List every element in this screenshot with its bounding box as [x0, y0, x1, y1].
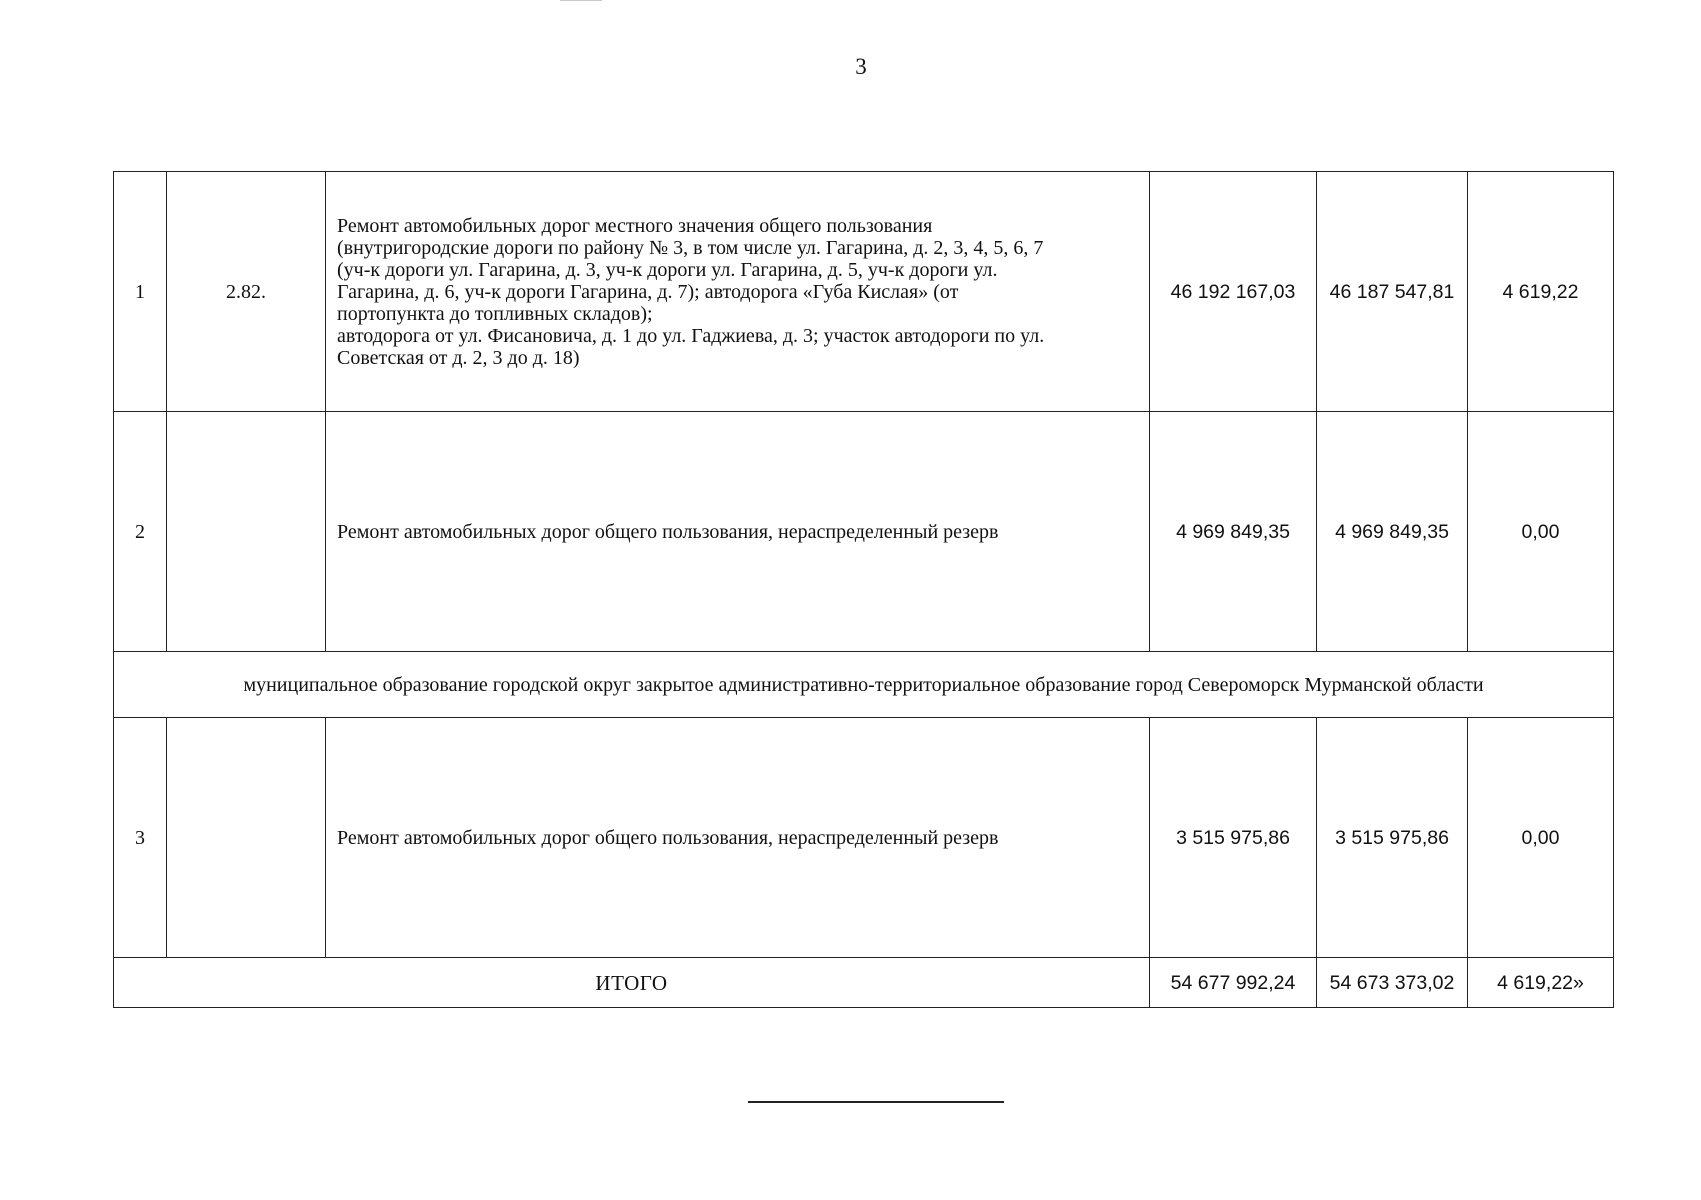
item-description — [326, 172, 1150, 412]
amount-cell: 0,00 — [1468, 412, 1614, 652]
end-of-document-rule — [748, 1101, 1004, 1103]
amount-cell: 3 515 975,86 — [1317, 718, 1468, 958]
municipality-title: муниципальное образование городской округ закрытое административно-территориальное образование город Североморск Мурманской области — [114, 652, 1614, 718]
description-line: Ремонт автомобильных дорог общего пользования, нераспределенный резерв — [337, 520, 999, 543]
total-amount-cell: 4 619,22» — [1468, 958, 1614, 1008]
amount-cell: 4 969 849,35 — [1317, 412, 1468, 652]
description-line: Советская от д. 2, 3 до д. 18) — [337, 346, 580, 369]
row-number: 2 — [114, 412, 167, 652]
item-description — [326, 412, 1150, 652]
description-line: (уч-к дороги ул. Гагарина, д. 3, уч-к дороги ул. Гагарина, д. 5, уч-к дороги ул. — [337, 258, 998, 281]
row-number: 1 — [114, 172, 167, 412]
amount-cell: 0,00 — [1468, 718, 1614, 958]
item-description — [326, 718, 1150, 958]
total-amount-cell: 54 673 373,02 — [1317, 958, 1468, 1008]
budget-table — [113, 171, 1614, 1008]
amount-cell: 46 192 167,03 — [1150, 172, 1317, 412]
section-header-row — [114, 652, 1614, 718]
table-row — [114, 718, 1614, 958]
amount-cell: 46 187 547,81 — [1317, 172, 1468, 412]
total-row — [114, 958, 1614, 1008]
description-line: Гагарина, д. 6, уч-к дороги Гагарина, д. 7); автодорога «Губа Кислая» (от — [337, 280, 959, 303]
item-code — [167, 718, 326, 958]
description-line: (внутригородские дороги по району № 3, в том числе ул. Гагарина, д. 2, 3, 4, 5, 6, 7 — [337, 236, 1044, 259]
item-code — [167, 412, 326, 652]
description-line: Ремонт автомобильных дорог общего пользования, нераспределенный резерв — [337, 826, 999, 849]
page-number: 3 — [855, 54, 867, 79]
table-row — [114, 412, 1614, 652]
row-number: 3 — [114, 718, 167, 958]
description-line: автодорога от ул. Фисановича, д. 1 до ул. Гаджиева, д. 3; участок автодороги по ул. — [337, 324, 1045, 347]
amount-cell: 4 969 849,35 — [1150, 412, 1317, 652]
amount-cell: 4 619,22 — [1468, 172, 1614, 412]
amount-cell: 3 515 975,86 — [1150, 718, 1317, 958]
description-line: Ремонт автомобильных дорог местного значения общего пользования — [337, 214, 933, 237]
description-line: портопункта до топливных складов); — [337, 302, 653, 325]
total-label: ИТОГО — [114, 958, 1150, 1008]
scan-artifact-line — [560, 0, 602, 1]
table-row — [114, 172, 1614, 412]
item-code: 2.82. — [167, 172, 326, 412]
total-amount-cell: 54 677 992,24 — [1150, 958, 1317, 1008]
